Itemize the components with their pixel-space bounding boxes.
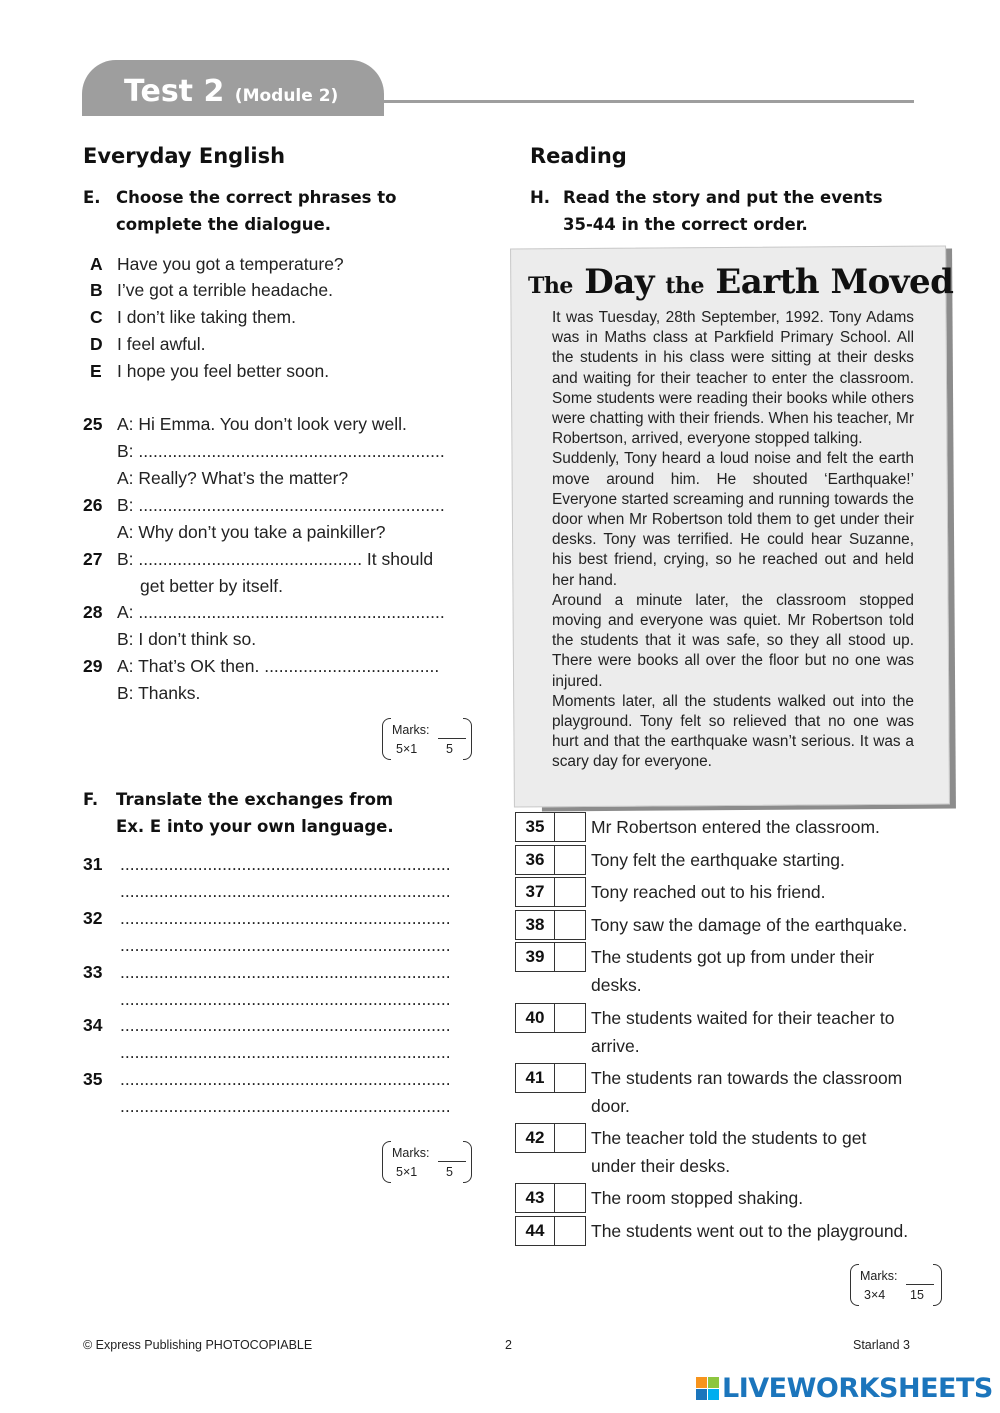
story-title [528,262,953,302]
story-title-word: Moved [830,262,954,302]
story-text [552,308,914,773]
order-answer-box[interactable] [555,845,586,875]
event-number: 38 [515,910,555,940]
liveworksheets-logo[interactable] [696,1373,993,1404]
marks-score-line[interactable] [906,1284,934,1285]
option-text: I don’t like taking them. [117,307,296,327]
instruction-line: Ex. E into your own language. [116,817,394,836]
dialogue-text: B: Thanks. [117,683,201,703]
answer-blank[interactable]: B: .............................................. It should [117,549,434,569]
answer-blank[interactable]: .................................................................... [120,989,451,1009]
story-paragraph: It was Tuesday, 28th September, 1992. Tony Adams was in Maths class at Parkfield Primary School. All the students in his class were sitting at their desks and waiting for their teacher to enter the classroom. Some students were reading their books while others were chatting with their friends. When his teacher, Mr Robertson, arrived, everyone stopped talking. [552,309,914,448]
dialogue-text: A: Really? What’s the matter? [117,468,349,488]
story-paragraph: Around a minute later, the classroom stopped moving and everyone was quiet. Mr Robertson told the students that it was safe, so they all stood up. There were books all over the floor but no one was injured. [552,591,914,690]
answer-blank[interactable]: B: ............................................................... [117,495,445,515]
answer-blank[interactable]: .................................................................... [120,962,451,982]
module-subtitle: (Module 2) [234,86,339,106]
answer-blank[interactable]: .................................................................... [120,935,451,955]
marks-box-h [850,1264,942,1306]
marks-score-line[interactable] [438,1161,466,1162]
instruction-e [83,184,483,240]
question-number: 27 [83,549,103,569]
answer-blank[interactable]: .................................................................... [120,1042,451,1062]
option-text: I feel awful. [117,334,206,354]
event-text: The students ran towards the classroom door. [591,1068,903,1116]
question-number: 28 [83,602,103,622]
event-text: The students went out to the playground. [591,1221,909,1241]
event-number: 41 [515,1063,555,1093]
order-answer-box[interactable] [555,812,586,842]
option-letter: A [90,254,103,274]
event-text: The students got up from under their desks. [591,947,875,995]
footer-book: Starland 3 [853,1338,910,1352]
instruction-line: Read the story and put the events [563,188,883,207]
question-number: 34 [83,1015,103,1035]
event-number: 43 [515,1183,555,1213]
answer-blank[interactable]: .................................................................... [120,1015,451,1035]
story-title-word: The [528,273,573,299]
header-rule [384,100,914,103]
marks-bracket-left [382,718,391,760]
answer-blank[interactable]: .................................................................... [120,908,451,928]
answer-blank[interactable]: A: That’s OK then. .................................... [117,656,440,676]
question-number: 31 [83,854,103,874]
logo-text: LIVEWORKSHEETS [722,1373,993,1404]
marks-formula: 5×1 [396,742,418,756]
instruction-f [83,786,483,842]
instruction-h [530,184,950,240]
instruction-line: 35-44 in the correct order. [563,215,808,234]
event-text: The students waited for their teacher to arrive. [591,1008,895,1056]
story-paragraph: Suddenly, Tony heard a loud noise and felt the earth move around him. He shouted ‘Earthquake!’ Everyone started screaming and running towards the door when Mr Robertson told them to get under their desks. Tony was terrified. He could hear Suzanne, his best friend, crying, so he reached out and held her hand. [552,450,914,589]
event-text: Tony reached out to his friend. [591,882,826,902]
story-title-word: the [665,273,704,299]
answer-blank[interactable]: .................................................................... [120,1069,451,1089]
order-answer-box[interactable] [555,1183,586,1213]
marks-score-line[interactable] [438,738,466,739]
event-number: 44 [515,1216,555,1246]
story-title-word: Day [584,262,654,302]
marks-box-f [382,1141,472,1183]
answer-blank[interactable]: .................................................................... [120,1096,451,1116]
option-letter: C [90,307,103,327]
marks-bracket-right [933,1264,942,1306]
order-answer-box[interactable] [555,1063,586,1093]
test-title: Test 2 [124,74,225,109]
order-answer-box[interactable] [555,910,586,940]
option-letter: B [90,280,103,300]
question-number: 35 [83,1069,103,1089]
marks-total: 5 [446,1165,453,1179]
marks-bracket-left [850,1264,859,1306]
event-number: 36 [515,845,555,875]
option-text: I’ve got a terrible headache. [117,280,333,300]
question-number: 25 [83,414,103,434]
order-answer-box[interactable] [555,1216,586,1246]
event-text: Tony saw the damage of the earthquake. [591,915,908,935]
option-letter: D [90,334,103,354]
answer-blank[interactable]: B: ............................................................... [117,441,445,461]
answer-blank[interactable]: A: ............................................................... [117,602,445,622]
marks-label: Marks: [860,1269,898,1283]
marks-formula: 3×4 [864,1288,886,1302]
marks-formula: 5×1 [396,1165,418,1179]
footer-page-number: 2 [505,1338,512,1352]
story-paragraph: Moments later, all the students walked out into the playground. Tony felt so relieved that no one was hurt and that the earthquake wasn’t serious. It was a scary day for everyone. [552,692,914,771]
logo-blocks-icon [696,1377,720,1401]
event-text: The room stopped shaking. [591,1188,804,1208]
instruction-line: Translate the exchanges from [116,790,394,809]
marks-total: 15 [910,1288,924,1302]
event-number: 39 [515,942,555,972]
marks-bracket-left [382,1141,391,1183]
event-text: Tony felt the earthquake starting. [591,850,845,870]
dialogue-text: get better by itself. [140,576,283,596]
event-number: 42 [515,1123,555,1153]
story-title-word: Earth [715,262,820,302]
marks-total: 5 [446,742,453,756]
question-number: 33 [83,962,103,982]
event-number: 40 [515,1003,555,1033]
exercise-letter: H. [530,188,551,207]
answer-blank[interactable]: .................................................................... [120,881,451,901]
order-answer-box[interactable] [555,1123,586,1153]
order-answer-box[interactable] [555,1003,586,1033]
option-letter: E [90,361,102,381]
question-number: 29 [83,656,103,676]
dialogue-text: B: I don’t think so. [117,629,257,649]
marks-bracket-right [463,1141,472,1183]
dialogue-text: A: Hi Emma. You don’t look very well. [117,414,407,434]
exercise-letter: E. [83,188,101,207]
page-title [124,74,338,109]
order-answer-box[interactable] [555,877,586,907]
option-text: I hope you feel better soon. [117,361,330,381]
section-title-everyday-english: Everyday English [83,144,286,168]
question-number: 32 [83,908,103,928]
marks-label: Marks: [392,1146,430,1160]
event-number: 37 [515,877,555,907]
question-number: 26 [83,495,103,515]
exercise-letter: F. [83,790,99,809]
event-text: Mr Robertson entered the classroom. [591,817,880,837]
marks-label: Marks: [392,723,430,737]
dialogue-text: A: Why don’t you take a painkiller? [117,522,386,542]
instruction-line: Choose the correct phrases to [116,188,397,207]
event-number: 35 [515,812,555,842]
footer-copyright: © Express Publishing PHOTOCOPIABLE [83,1338,313,1352]
option-text: Have you got a temperature? [117,254,344,274]
answer-blank[interactable]: .................................................................... [120,854,451,874]
order-answer-box[interactable] [555,942,586,972]
event-text: The teacher told the students to get under their desks. [591,1128,867,1176]
marks-box-e [382,718,472,760]
section-title-reading: Reading [530,144,627,168]
marks-bracket-right [463,718,472,760]
instruction-line: complete the dialogue. [116,215,331,234]
